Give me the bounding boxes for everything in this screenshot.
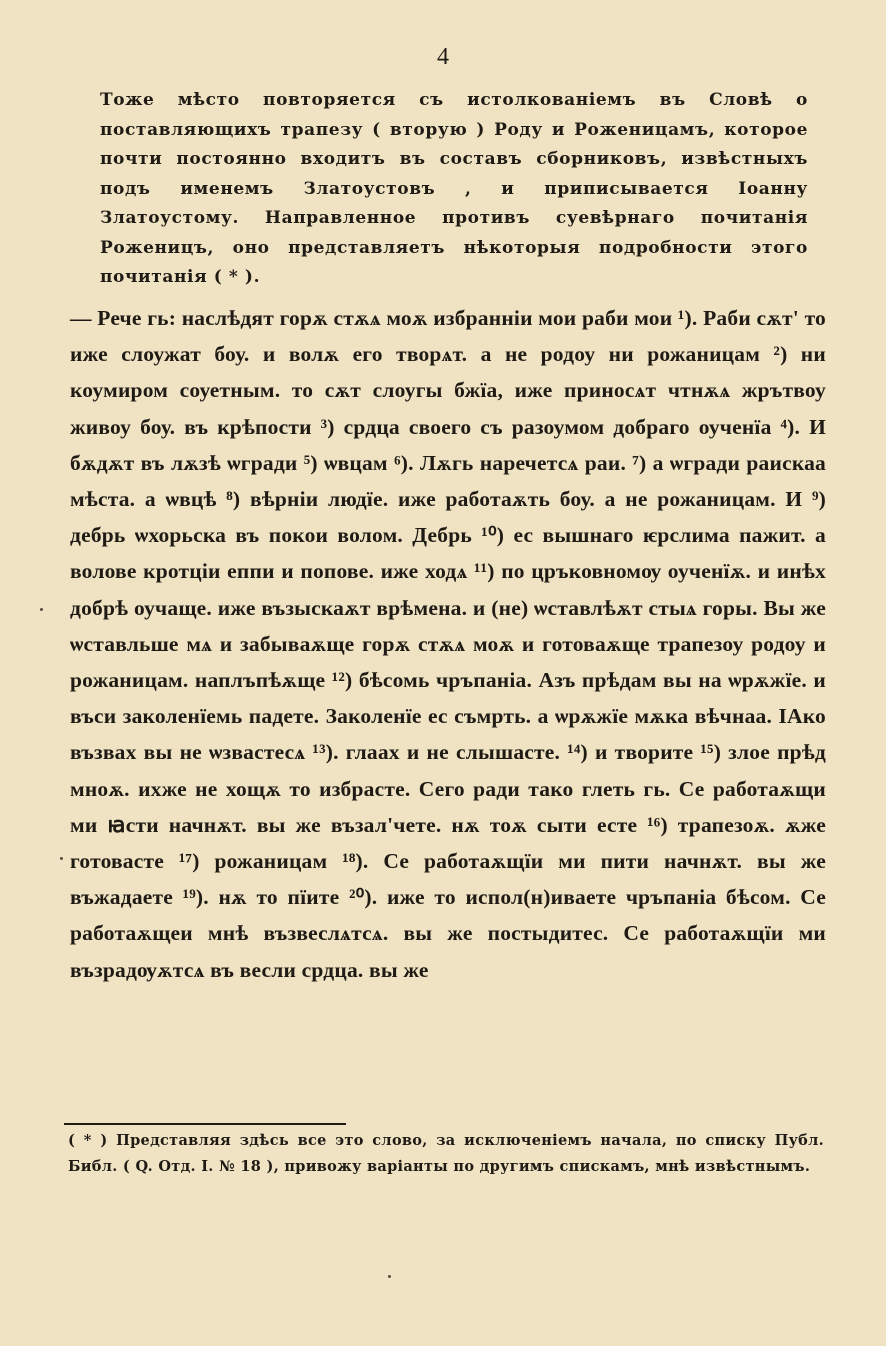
footnote: ( * ) Представляя здѣсь все это слово, за исключеніемъ начала, по списку Публ. Библ. ( Q. Отд. I. № 18 ), привожу варіанты по другимъ спискамъ, мнѣ извѣстнымъ. [68,1132,824,1175]
footnote-divider [64,1123,346,1125]
old-slavonic-text: — Рече гь: наслѣдят горѫ стѫѧ моѫ избранніи мои раби мои ¹). Раби сѫт' то иже слоужат боу. и волѫ его творѧт. а не родоу ни рожаницам ²) ни коумиром соуетным. то сѫт слоугы бжїа, иже приносѧт чтнѫѧ жрътвоу живоу боу. въ крѣпости ³) срдца своего съ разоумом добраго оученїа ⁴). И бѫдѫт въ лѫзѣ ѡгради ⁵) ѡвцам ⁶). Лѫгь наречетсѧ раи. ⁷) а ѡгради раискаа мѣста. а ѡвцѣ ⁸) вѣрніи людїе. иже работаѫть боу. а не рожаницам. И ⁹) дебрь ѡхорьска въ покои волом. Дебрь ¹⁰) ес вышнаго ѥрслима пажит. а волове кротціи еппи и попове. иже ходѧ ¹¹) по цръковномѹ оученїѫ. и инѣх добрѣ оучаще. иже възыскаѫт врѣмена. и (не) ѡставлѣѫт стыѧ горы. Вы же ѡставльше мѧ и забываѫще горѫ стѫѧ моѫ и готоваѫще трапезоу родоу и рожаницам. наплъпѣѫще ¹²) бѣсомь чръпаніа. Азъ прѣдам вы на ѡрѫжїе. и въси заколенїемь падете. Заколенїе ес съмрть. а ѡрѫжїе мѫка вѣчнаа. ІАко възвах вы не ѡзвастесѧ ¹³). глаах и не слышасте. ¹⁴) и творите ¹⁵) злое прѣд мноѫ. ихже не хощѫ то избрасте. Сего ради тако глеть гь. Се работаѫщи ми ꙗсти начнѫт. вы же възал'чете. нѫ тоѫ сыти есте ¹⁶) трапезоѫ. ѫже готовасте ¹⁷) рожаницам ¹⁸). Се работаѫщїи ми пити начнѫт. вы же въжадаете ¹⁹). нѫ то пїите ²⁰). иже то испол(н)иваете чръпаніа бѣсом. Се работаѫщеи мнѣ възвеслѧтсѧ. вы же постыдитес. Се работаѫщїи ми възрадѹѫтсѧ въ весли срдца. вы же [70,306,826,982]
paper-speck [40,608,43,611]
intro-paragraph: Тоже мѣсто повторяется съ истолкованіемъ въ Словѣ о поставляющихъ трапезу ( вторую ) Роду и Роженицамъ, которое почти постоянно входитъ въ составъ сборниковъ, извѣстныхъ подъ именемъ Златоустовъ , и приписывается Іоанну Златоустому. Направленное противъ суевѣрнаго почитанія Роженицъ, оно представляетъ нѣкоторыя подробности этого почитанія ( * ). [100,90,808,287]
paper-speck [60,857,63,860]
paper-speck [388,1275,391,1278]
page-number: 4 [437,44,449,70]
